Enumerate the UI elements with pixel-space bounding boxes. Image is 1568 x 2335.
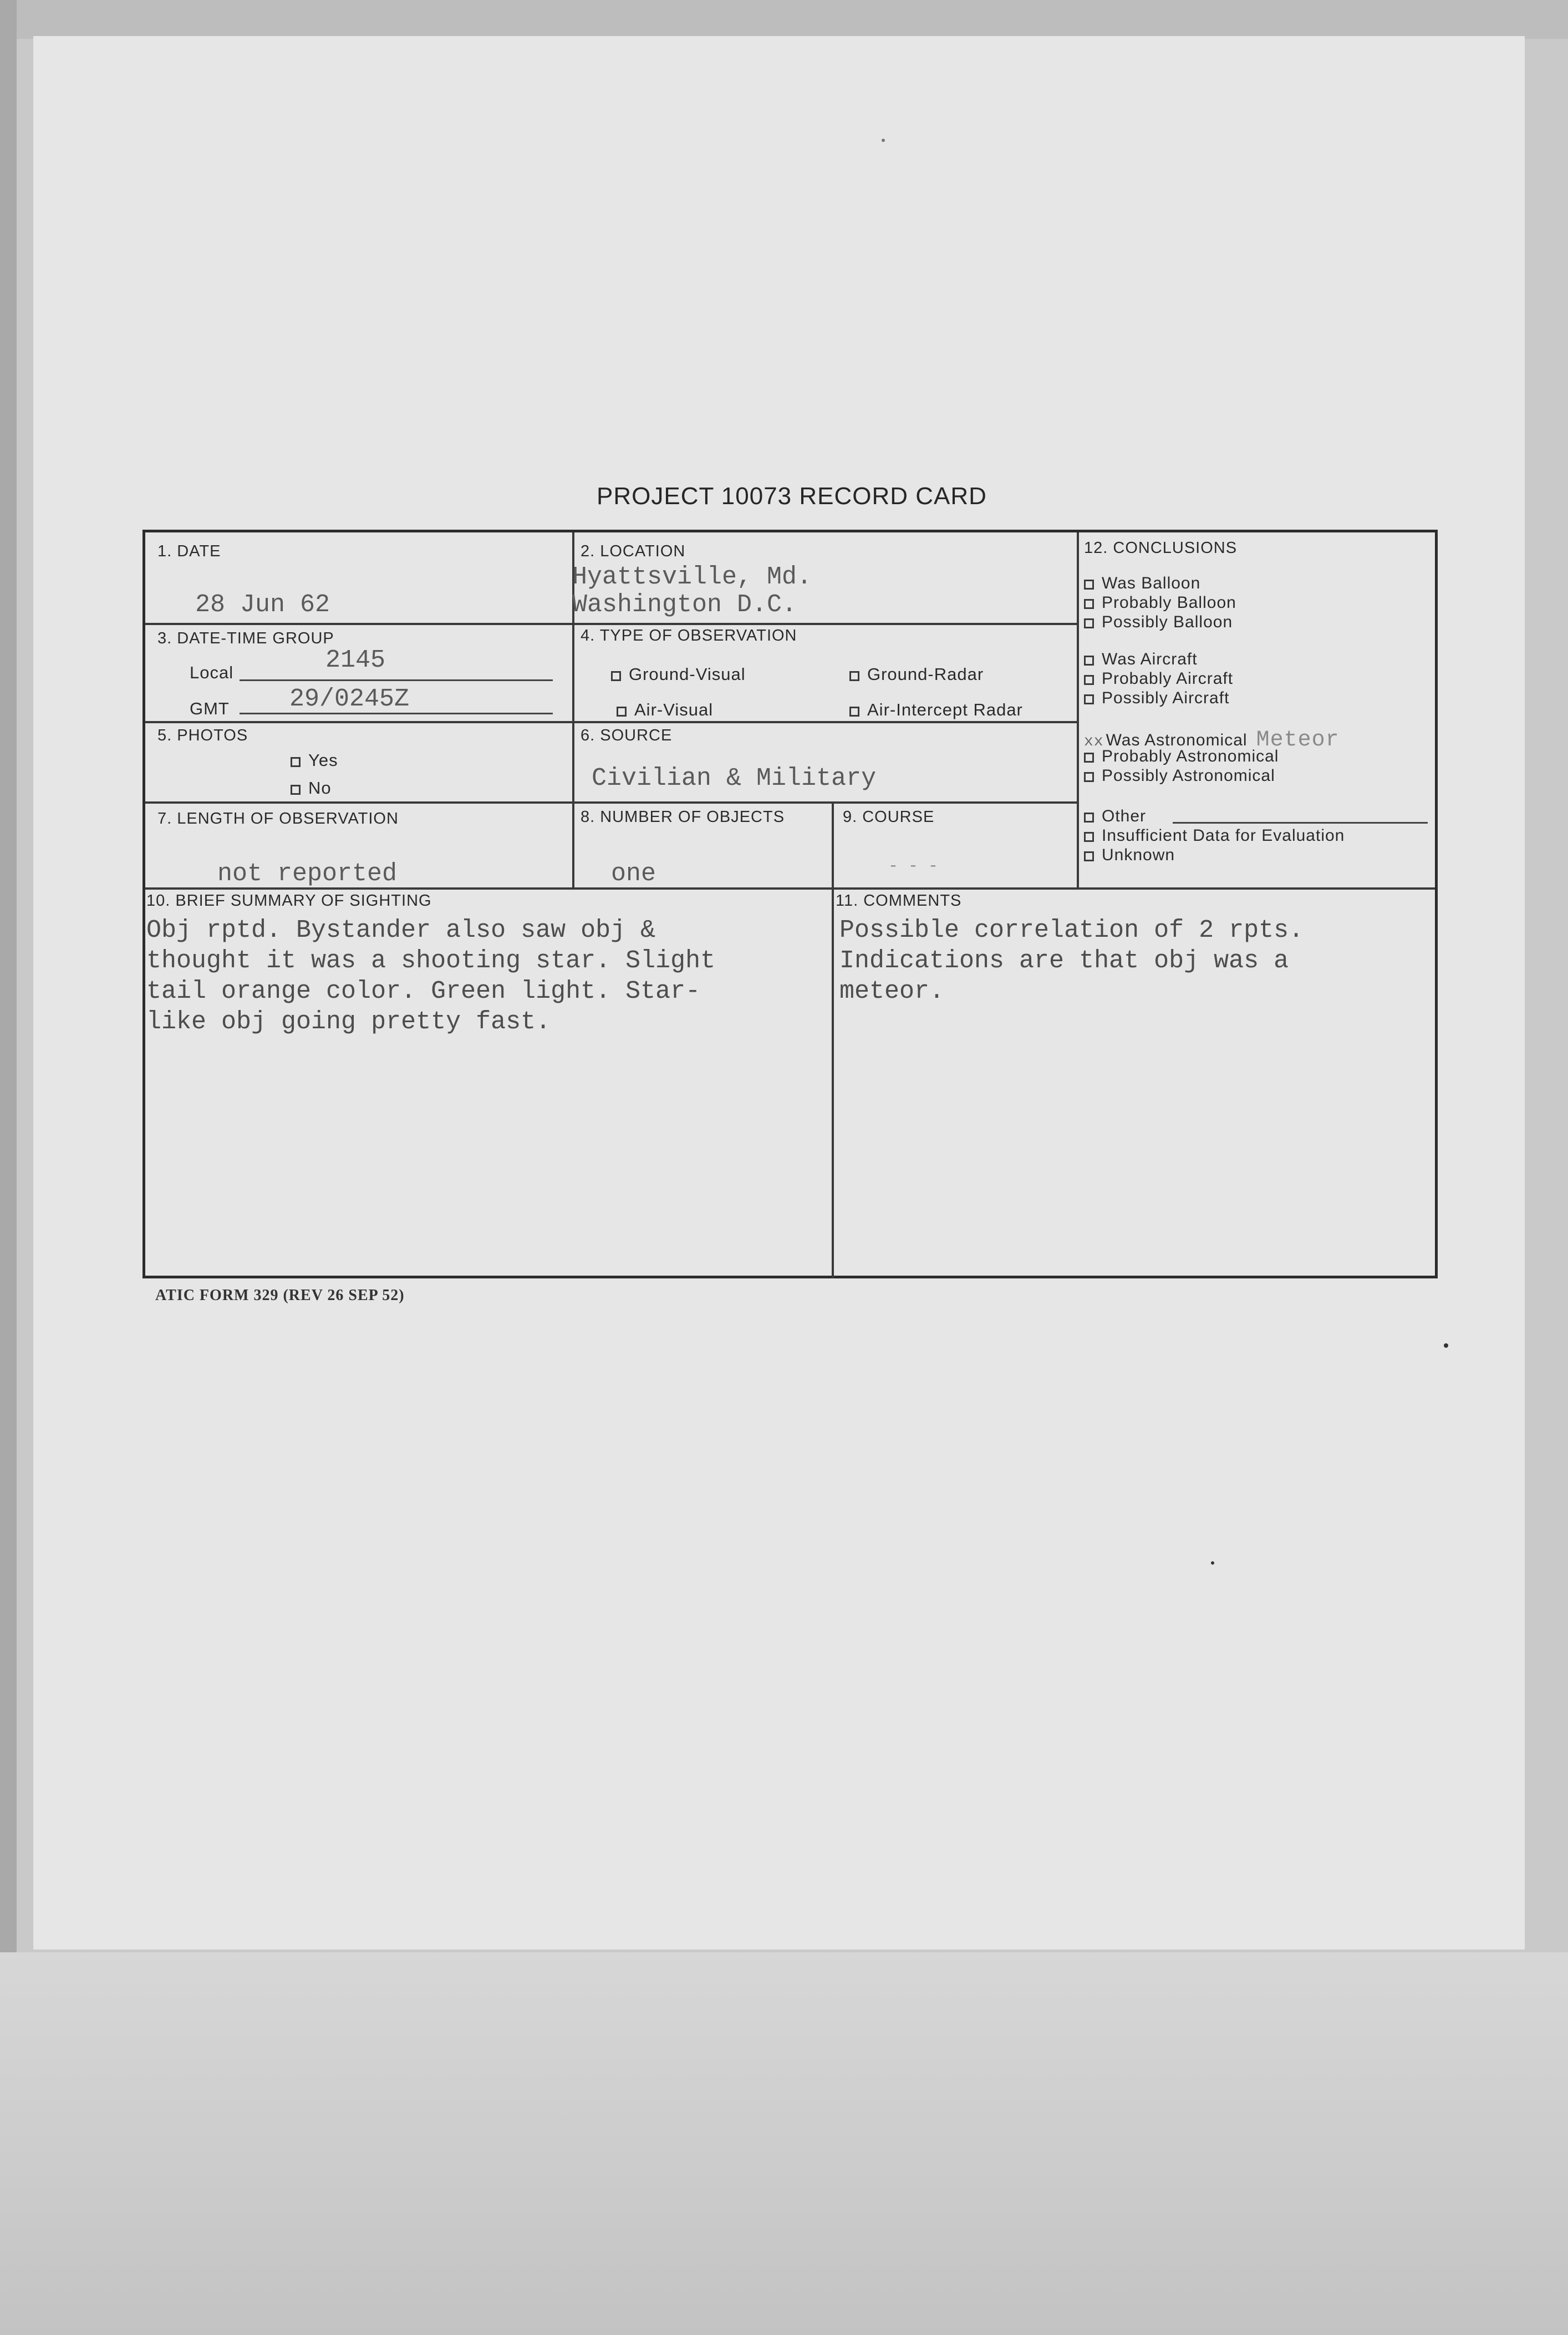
comments-label: 11. COMMENTS bbox=[836, 892, 962, 910]
photos-no: No bbox=[291, 778, 332, 798]
date-value: 28 Jun 62 bbox=[195, 591, 330, 619]
photos-yes: Yes bbox=[291, 750, 338, 770]
record-card bbox=[142, 530, 1438, 1278]
conclusion-insufficient-data: Insufficient Data for Evaluation bbox=[1084, 826, 1345, 845]
checkbox-icon bbox=[1084, 675, 1094, 685]
form-footer: ATIC FORM 329 (REV 26 SEP 52) bbox=[155, 1287, 405, 1304]
checkbox-icon bbox=[291, 757, 301, 767]
checkbox-checked-icon bbox=[611, 671, 621, 681]
dtg-label: 3. DATE-TIME GROUP bbox=[157, 630, 334, 647]
checkbox-icon bbox=[1084, 832, 1094, 842]
checkbox-icon bbox=[849, 671, 859, 681]
conclusion-possibly-astronomical: Possibly Astronomical bbox=[1084, 767, 1275, 785]
rule-row2 bbox=[145, 721, 1077, 723]
dtg-local-value: 2145 bbox=[325, 646, 386, 674]
conclusion-was-aircraft: Was Aircraft bbox=[1084, 650, 1198, 669]
conclusion-possibly-balloon: Possibly Balloon bbox=[1084, 613, 1233, 632]
dtg-local-line bbox=[240, 679, 553, 681]
course-label: 9. COURSE bbox=[843, 808, 935, 826]
checkbox-icon bbox=[849, 707, 859, 717]
checkbox-icon bbox=[1084, 813, 1094, 823]
objects-value: one bbox=[611, 860, 656, 888]
location-line1: Hyattsville, Md. bbox=[572, 563, 812, 591]
checkbox-icon bbox=[1084, 772, 1094, 782]
scan-left-edge bbox=[0, 0, 17, 2019]
length-value: not reported bbox=[217, 860, 398, 888]
conclusion-probably-astronomical: Probably Astronomical bbox=[1084, 747, 1279, 766]
scan-bottom-area bbox=[0, 1952, 1568, 2335]
conclusion-possibly-aircraft: Possibly Aircraft bbox=[1084, 689, 1229, 708]
rule-col3 bbox=[1077, 532, 1079, 887]
location-line2: Washington D.C. bbox=[572, 591, 797, 619]
checkbox-icon bbox=[1084, 618, 1094, 628]
type-ground-visual: Ground-Visual bbox=[611, 664, 746, 684]
card-title: PROJECT 10073 RECORD CARD bbox=[597, 483, 987, 510]
conclusion-other: Other bbox=[1084, 807, 1146, 826]
date-label: 1. DATE bbox=[157, 542, 221, 560]
checkbox-checked-icon bbox=[291, 785, 301, 795]
conclusion-was-astronomical: xx Was Astronomical Meteor bbox=[1084, 728, 1340, 753]
checkbox-icon bbox=[1084, 694, 1094, 704]
summary-label: 10. BRIEF SUMMARY OF SIGHTING bbox=[146, 892, 432, 910]
location-label: 2. LOCATION bbox=[581, 542, 686, 560]
checkbox-checked-icon: xx bbox=[1084, 733, 1104, 750]
conclusion-was-balloon: Was Balloon bbox=[1084, 574, 1200, 593]
photos-label: 5. PHOTOS bbox=[157, 727, 248, 744]
rule-col2 bbox=[832, 801, 834, 1278]
type-label: 4. TYPE OF OBSERVATION bbox=[581, 627, 797, 644]
course-value: - - - bbox=[888, 857, 939, 876]
conclusion-unknown: Unknown bbox=[1084, 846, 1175, 865]
conclusion-other-line bbox=[1173, 822, 1428, 824]
length-label: 7. LENGTH OF OBSERVATION bbox=[157, 810, 399, 828]
objects-label: 8. NUMBER OF OBJECTS bbox=[581, 808, 785, 826]
type-air-intercept-radar: Air-Intercept Radar bbox=[849, 700, 1023, 720]
dtg-gmt-value: 29/0245Z bbox=[289, 685, 410, 713]
type-air-visual: Air-Visual bbox=[617, 700, 713, 720]
rule-row1 bbox=[145, 623, 1077, 625]
conclusion-probably-balloon: Probably Balloon bbox=[1084, 593, 1236, 612]
checkbox-icon bbox=[1084, 851, 1094, 861]
source-label: 6. SOURCE bbox=[581, 727, 673, 744]
checkbox-icon bbox=[617, 707, 627, 717]
scan-top-edge bbox=[0, 0, 1568, 39]
comments-text: Possible correlation of 2 rpts. Indications are that obj was a meteor. bbox=[839, 916, 1304, 1006]
checkbox-icon bbox=[1084, 599, 1094, 609]
dtg-gmt-label: GMT bbox=[190, 699, 230, 718]
dtg-local-label: Local bbox=[190, 663, 234, 682]
rule-row3 bbox=[145, 801, 1077, 804]
conclusion-meteor-note: Meteor bbox=[1256, 728, 1340, 753]
type-ground-radar: Ground-Radar bbox=[849, 664, 984, 684]
scan-speck bbox=[1444, 1343, 1448, 1348]
source-value: Civilian & Military bbox=[592, 764, 877, 793]
summary-text: Obj rptd. Bystander also saw obj & thought it was a shooting star. Slight tail orange color. Green light. Star- like obj going pretty fast. bbox=[146, 916, 716, 1036]
checkbox-icon bbox=[1084, 656, 1094, 666]
conclusions-label: 12. CONCLUSIONS bbox=[1084, 539, 1238, 557]
checkbox-icon bbox=[1084, 753, 1094, 763]
scan-speck bbox=[1211, 1561, 1214, 1565]
scan-speck bbox=[882, 139, 885, 142]
checkbox-icon bbox=[1084, 580, 1094, 590]
conclusion-probably-aircraft: Probably Aircraft bbox=[1084, 669, 1233, 688]
